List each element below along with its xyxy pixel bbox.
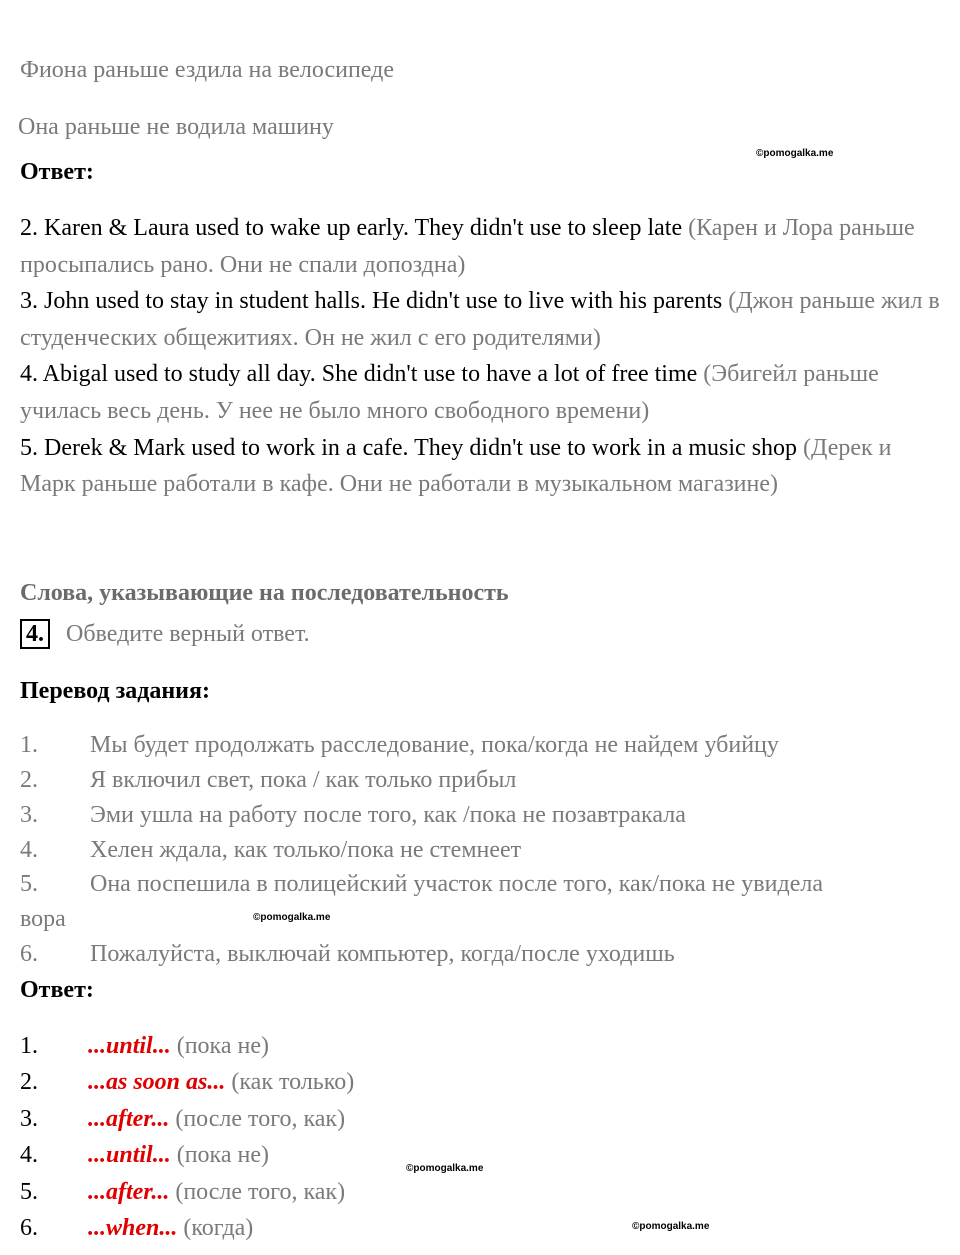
- answer-item-2: [20, 210, 940, 283]
- translation-item-4: 4. Хелен ждала, как только/пока не стемнеет: [20, 837, 522, 863]
- answer-item-5: [20, 430, 940, 503]
- translation-item-5: 5. Она поспешила в полицейский участок после того, как/пока не увидела: [20, 871, 823, 897]
- final-answer-1: 1. ...until... (пока не): [20, 1033, 269, 1059]
- answer-en: 5. Derek & Mark used to work in a cafe. They didn't use to work in a music shop: [20, 434, 798, 461]
- translation-item-6: 6. Пожалуйста, выключай компьютер, когда/после уходишь: [20, 941, 675, 967]
- watermark-2: ©pomogalka.me: [253, 912, 331, 923]
- answer-ru: (Эбигейл раньше училась весь день. У нее не было много свободного времени): [20, 361, 879, 424]
- answer-item-4: [20, 356, 940, 429]
- answer-item-3: [20, 283, 940, 356]
- answer-label-1: Ответ:: [20, 159, 94, 185]
- task-number-box: 4.: [20, 619, 50, 649]
- answer-en: 2. Karen & Laura used to wake up early. They didn't use to sleep late: [20, 215, 683, 241]
- previous-answers: [20, 210, 940, 503]
- final-answer-4: 4. ...until... (пока не): [20, 1142, 269, 1168]
- answer-label-2: Ответ:: [20, 977, 94, 1003]
- translation-label: Перевод задания:: [20, 678, 210, 704]
- translation-item-3: 3. Эми ушла на работу после того, как /пока не позавтракала: [20, 802, 686, 828]
- intro-line-1: Фиона раньше ездила на велосипеде: [20, 57, 395, 83]
- final-answer-2: 2. ...as soon as... (как только): [20, 1069, 355, 1095]
- answer-ru: (Джон раньше жил в студенческих общежитиях. Он не жил с его родителями): [20, 288, 940, 351]
- translation-item-2: 2. Я включил свет, пока / как только прибыл: [20, 767, 517, 793]
- watermark-1: ©pomogalka.me: [756, 148, 834, 159]
- answer-ru: (Дерек и Марк раньше работали в кафе. Они не работали в музыкальном магазине): [20, 434, 892, 498]
- final-answer-3: 3. ...after... (после того, как): [20, 1106, 346, 1132]
- watermark-4: ©pomogalka.me: [632, 1221, 710, 1232]
- translation-item-1: 1. Мы будет продолжать расследование, пока/когда не найдем убийцу: [20, 732, 779, 758]
- answer-en: 3. John used to stay in student halls. He didn't use to live with his parents: [20, 288, 723, 315]
- translation-item-5-cont: вора: [20, 906, 66, 932]
- task-line: [20, 618, 310, 650]
- final-answer-6: 6. ...when... (когда): [20, 1215, 254, 1241]
- final-answer-5: 5. ...after... (после того, как): [20, 1179, 346, 1205]
- intro-line-2: Она раньше не водила машину: [18, 114, 334, 140]
- answer-en: 4. Abigal used to study all day. She didn't use to have a lot of free time: [20, 361, 698, 388]
- task-text: Обведите верный ответ.: [66, 621, 310, 647]
- watermark-3: ©pomogalka.me: [406, 1163, 484, 1174]
- section-title: Слова, указывающие на последовательность: [20, 580, 509, 606]
- answer-ru: (Карен и Лора раньше просыпались рано. Они не спали допоздна): [20, 215, 915, 278]
